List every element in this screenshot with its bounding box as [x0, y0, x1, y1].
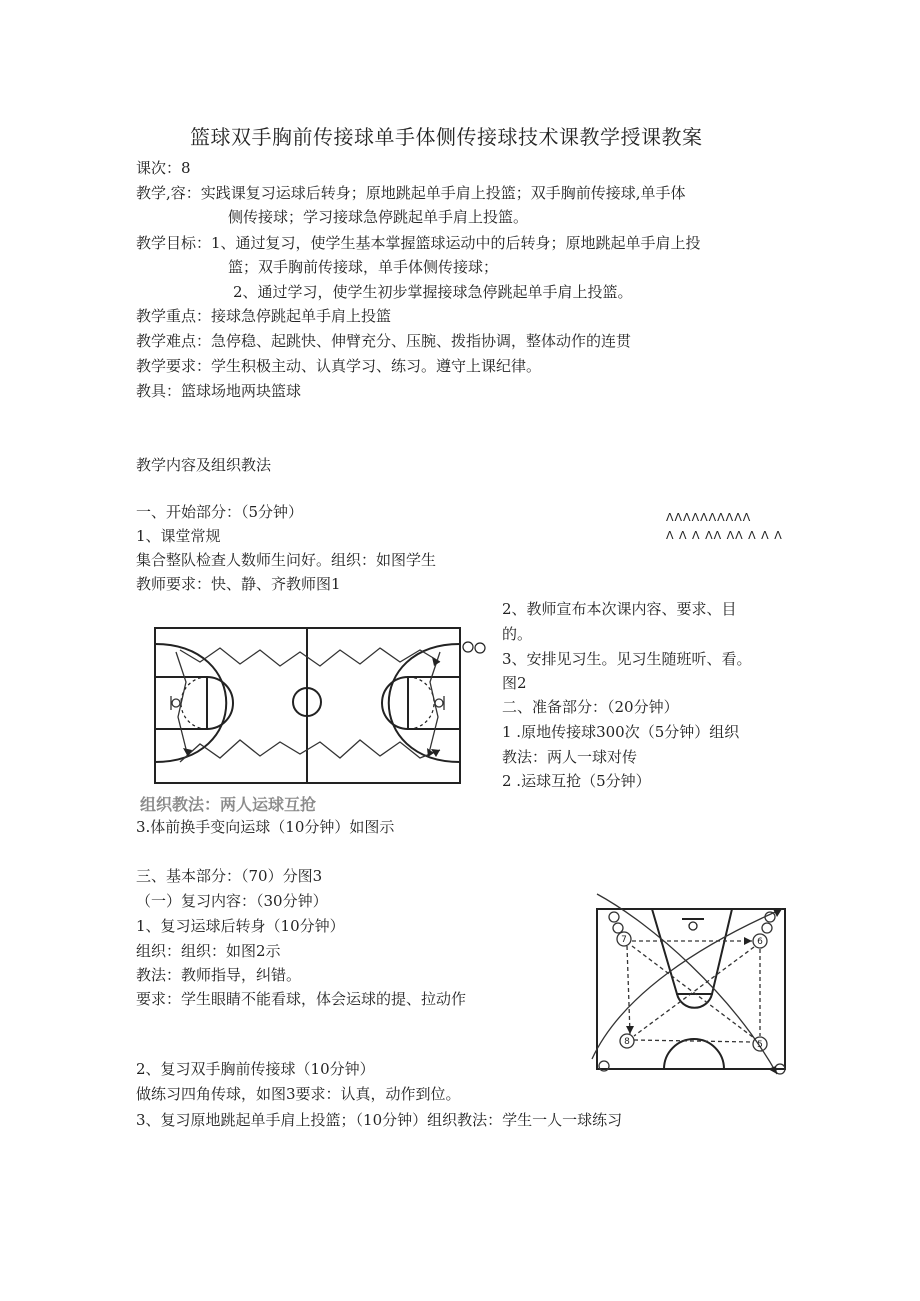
page-title: 篮球双手胸前传接球单手体侧传接球技术课教学授课教案 — [190, 125, 703, 149]
player-label-7: 7 — [621, 935, 627, 945]
equipment: 教具：篮球场地两块篮球 — [136, 382, 302, 400]
part3-item2-desc: 做练习四角传球，如图3要求：认真，动作到位。 — [136, 1085, 461, 1103]
part3-item2: 2、复习双手胸前传接球（10分钟） — [136, 1060, 375, 1078]
right-line-1: 2、教师宣布本次课内容、要求、目 — [502, 600, 737, 618]
part2-item2: 2 .运球互抢（5分钟） — [502, 772, 651, 790]
player-label-6: 6 — [757, 937, 763, 947]
part2-item1: 1 .原地传接球300次（5分钟）组织 — [502, 723, 740, 741]
part1-line2: 教师要求：快、静、齐教师图1 — [136, 575, 341, 593]
part3-heading: 三、基本部分：（70）分图3 — [136, 867, 323, 885]
difficulty: 教学难点：急停稳、起跳快、伸臂充分、压腕、拨指协调，整体动作的连贯 — [136, 332, 632, 350]
part2-item3: 3.体前换手变向运球（10分钟）如图示 — [136, 818, 395, 836]
right-line-2: 的。 — [502, 625, 533, 643]
part3-item1-org: 组织：组织：如图2示 — [136, 942, 281, 960]
part3-item1-req: 要求：学生眼睛不能看球，体会运球的提、拉动作 — [136, 990, 467, 1008]
part3-item1: 1、复习运球后转身（10分钟） — [136, 917, 345, 935]
right-line-3: 3、安排见习生。见习生随班听、看。 — [502, 650, 752, 668]
key-point: 教学重点：接球急停跳起单手肩上投篮 — [136, 307, 392, 325]
goal-line-1: 教学目标：1、通过复习，使学生基本掌握篮球运动中的后转身；原地跳起单手肩上投 — [136, 234, 701, 252]
section-heading: 教学内容及组织教法 — [136, 456, 272, 474]
lesson-number: 课次：8 — [136, 159, 191, 177]
full-court-diagram — [140, 622, 500, 794]
part1-item1: 1、课堂常规 — [136, 527, 221, 545]
part3-item1-method: 教法：教师指导，纠错。 — [136, 966, 302, 984]
content-line-2: 侧传接球；学习接球急停跳起单手肩上投篮。 — [228, 208, 529, 226]
requirement: 教学要求：学生积极主动、认真学习、练习。遵守上课纪律。 — [136, 357, 542, 375]
part3-item3: 3、复习原地跳起单手肩上投篮；（10分钟）组织教法：学生一人一球练习 — [136, 1111, 623, 1129]
formation-row-2: Λ Λ Λ ΛΛ ΛΛ Λ Λ Λ — [666, 529, 783, 542]
part1-line1: 集合整队检查人数师生问好。组织：如图学生 — [136, 551, 437, 569]
part2-heading: 二、准备部分：（20分钟） — [502, 698, 679, 716]
goal-line-3: 2、通过学习，使学生初步掌握接球急停跳起单手肩上投篮。 — [233, 283, 633, 301]
goal-line-2: 篮；双手胸前传接球，单手体侧传接球； — [228, 258, 499, 276]
formation-row-1: ΛΛΛΛΛΛΛΛΛΛ — [666, 511, 752, 524]
part2-item1-method: 教法：两人一球对传 — [502, 748, 638, 766]
half-court-passing-diagram — [582, 884, 792, 1080]
content-line-1: 教学,容：实践课复习运球后转身；原地跳起单手肩上投篮；双手胸前传接球,单手体 — [136, 184, 686, 202]
player-label-8: 8 — [624, 1037, 630, 1047]
part1-heading: 一、开始部分：（5分钟） — [136, 503, 304, 521]
right-line-4: 图2 — [502, 674, 527, 692]
part3-sub1: （一）复习内容：（30分钟） — [136, 892, 328, 910]
player-label-5: 5 — [757, 1040, 763, 1050]
figure1-caption: 组织教法：两人运球互抢 — [140, 795, 317, 814]
